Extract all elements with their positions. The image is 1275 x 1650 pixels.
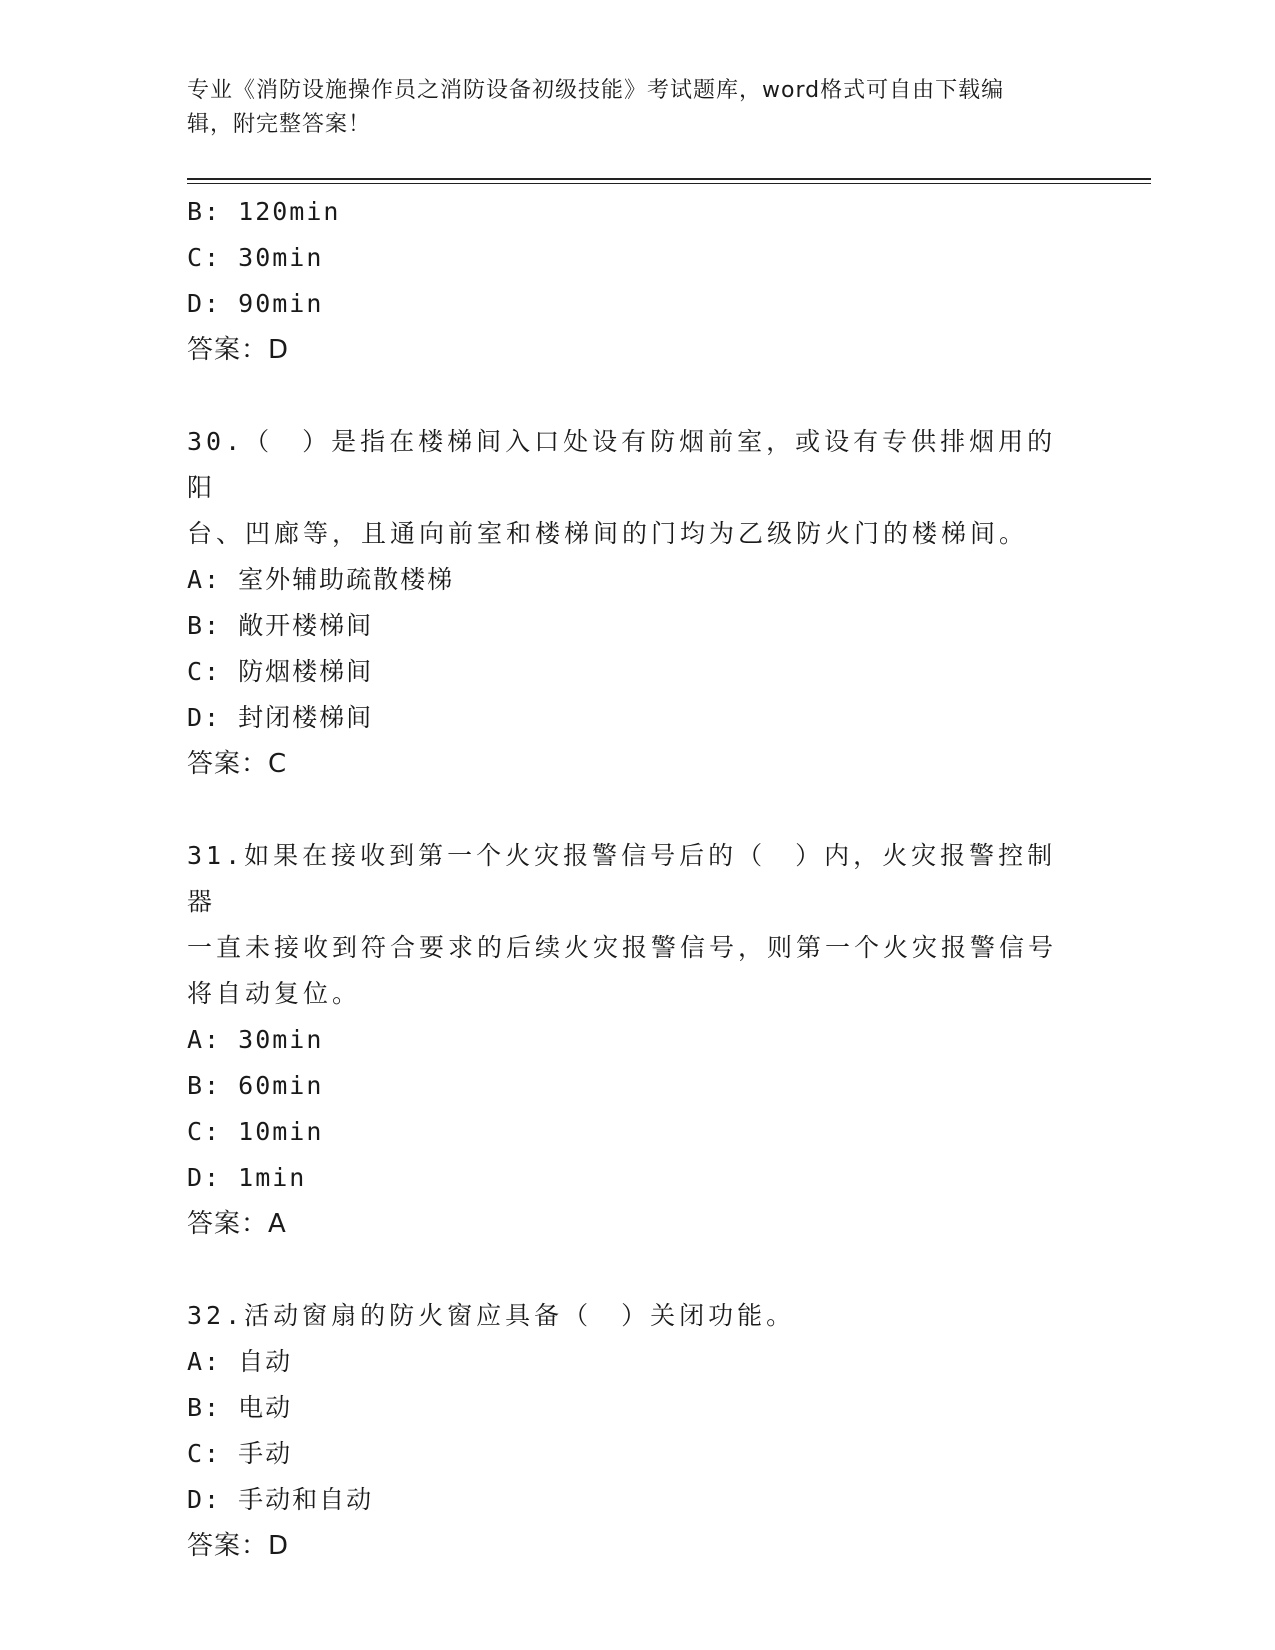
option-a: A: 自动	[187, 1347, 293, 1376]
question-text-line: 32.活动窗扇的防火窗应具备（ ）关闭功能。	[187, 1301, 796, 1330]
option-c: C: 30min	[187, 243, 324, 272]
option-a: A: 室外辅助疏散楼梯	[187, 565, 455, 594]
option-a: A: 30min	[187, 1025, 324, 1054]
option-d: D: 1min	[187, 1163, 307, 1192]
question-text-line: 31.如果在接收到第一个火灾报警信号后的（ ）内，火灾报警控制器	[187, 841, 1057, 916]
option-d: D: 90min	[187, 289, 324, 318]
answer: 答案：D	[187, 1531, 290, 1561]
header-rule-thin	[187, 183, 1151, 184]
header-line-1: 专业《消防设施操作员之消防设备初级技能》考试题库，word格式可自由下载编	[187, 78, 1005, 103]
question-32	[187, 1293, 1087, 1569]
option-d: D: 手动和自动	[187, 1485, 374, 1514]
question-text-line: 台、凹廊等，且通向前室和楼梯间的门均为乙级防火门的楼梯间。	[187, 519, 1029, 548]
header-line-2: 辑，附完整答案！	[187, 112, 372, 137]
header-rule-thick	[187, 178, 1151, 180]
option-b: B: 电动	[187, 1393, 293, 1422]
answer: 答案：D	[187, 335, 290, 365]
spacer	[187, 1247, 1087, 1293]
answer: 答案：A	[187, 1209, 287, 1239]
question-list	[187, 189, 1087, 1569]
question-text-line: 30.（ ）是指在楼梯间入口处设有防烟前室，或设有专供排烟用的阳	[187, 427, 1057, 502]
question-text-line: 将自动复位。	[187, 979, 362, 1008]
previous-question-tail	[187, 189, 1087, 373]
answer: 答案：C	[187, 749, 288, 779]
question-text-line: 一直未接收到符合要求的后续火灾报警信号，则第一个火灾报警信号	[187, 933, 1058, 962]
option-c: C: 10min	[187, 1117, 324, 1146]
question-31	[187, 833, 1087, 1247]
option-b: B: 60min	[187, 1071, 324, 1100]
option-c: C: 手动	[187, 1439, 293, 1468]
option-b: B: 敞开楼梯间	[187, 611, 374, 640]
question-30	[187, 419, 1087, 787]
option-b: B: 120min	[187, 197, 341, 226]
document-header	[187, 74, 1067, 142]
spacer	[187, 373, 1087, 419]
option-d: D: 封闭楼梯间	[187, 703, 374, 732]
option-c: C: 防烟楼梯间	[187, 657, 374, 686]
spacer	[187, 787, 1087, 833]
